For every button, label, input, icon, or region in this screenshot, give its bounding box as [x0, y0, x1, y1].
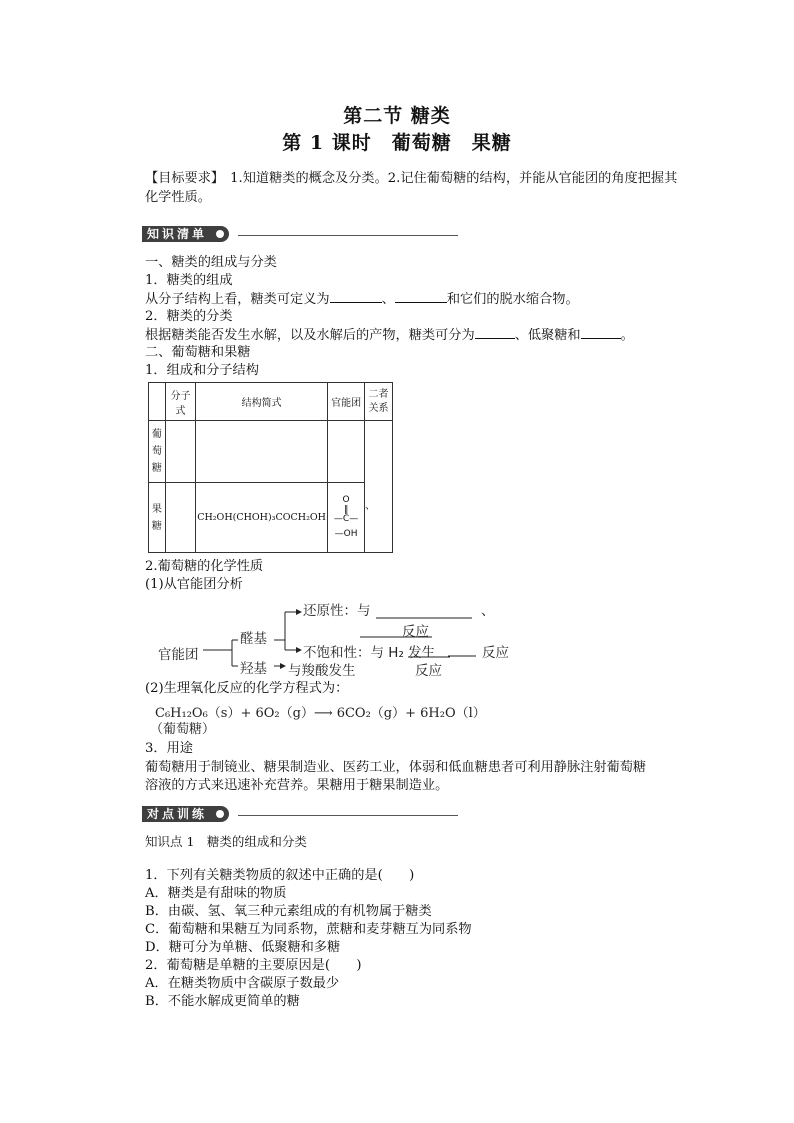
banner-dot-icon: [216, 810, 224, 818]
text: 根据糖类能否发生水解，以及水解后的产物，糖类可分为: [145, 328, 475, 343]
question-2: 2．葡萄糖是单糖的主要原因是( ): [145, 958, 362, 973]
section-title: 第二节 糖类: [343, 105, 451, 127]
cell-group: [328, 483, 365, 553]
blank-field[interactable]: [581, 326, 621, 339]
diagram-reaction: 反应: [402, 624, 429, 640]
equation: C₆H₁₂O₆（s）+ 6O₂（g）⟶ 6CO₂（g）+ 6H₂O（l）: [155, 706, 486, 721]
q1-option-a[interactable]: A．糖类是有甜味的物质: [145, 886, 287, 901]
uses-sub: 3．用途: [145, 741, 193, 756]
diagram-unsat-reaction: 反应: [415, 663, 442, 679]
q2-option-b[interactable]: B．不能水解成更简单的糖: [145, 994, 300, 1009]
goals-line1: 1.知道糖类的概念及分类。2.记住葡萄糖的结构，并能从官能团的角度把握其: [230, 171, 678, 186]
knowledge-list-banner: [142, 226, 229, 242]
q1-option-c[interactable]: C．葡萄糖和果糖互为同系物，蔗糖和麦芽糖互为同系物: [145, 922, 472, 937]
practice-topic: 知识点 1 糖类的组成和分类: [145, 834, 307, 849]
group-oh: —OH: [334, 529, 358, 539]
q2-option-a[interactable]: A．在糖类物质中含碳原子数最少: [145, 976, 340, 991]
goals-block: [145, 169, 678, 207]
banner-label: 对点训练: [147, 807, 208, 821]
banner-label: 知识清单: [147, 227, 208, 241]
q1-option-d[interactable]: D．糖可分为单糖、低聚糖和多糖: [145, 940, 341, 955]
cell-structure[interactable]: [196, 421, 328, 483]
banner-dot-icon: [216, 230, 224, 238]
row-name-text: 葡萄糖: [151, 429, 162, 474]
diagram-aldehyde: 醛基: [240, 631, 267, 647]
cell-formula[interactable]: [165, 421, 195, 483]
blank-field[interactable]: [475, 326, 515, 339]
diagram-unsat: 不饱和性：与 H₂ 发生: [303, 645, 436, 661]
diagram-hydroxyl: 羟基: [240, 661, 267, 677]
text: 从分子结构上看，糖类可定义为: [145, 292, 330, 307]
text: 。: [620, 328, 634, 343]
row-name-text: 果糖: [151, 503, 162, 532]
text: 、低聚糖和: [514, 328, 581, 343]
uses-line1: 葡萄糖用于制镜业、糖果制造业、医药工业，体弱和低血糖患者可利用静脉注射葡萄糖: [145, 760, 647, 775]
cell-structure: CH₂OH(CHOH)₃COCH₂OH: [196, 483, 328, 553]
header-text: 二者关系: [368, 388, 389, 414]
cell-group[interactable]: [328, 421, 365, 483]
cell-relation[interactable]: [365, 421, 393, 553]
diagram-acid: 与羧酸发生: [288, 663, 356, 679]
goals-label: 【目标要求】: [145, 171, 225, 186]
sec1-line1: [145, 290, 579, 309]
table-corner: [149, 383, 166, 421]
practice-banner: [142, 806, 229, 822]
chem-p2: (2)生理氧化反应的化学方程式为：: [145, 681, 349, 696]
diagram-reduce-tail: 、: [481, 603, 495, 619]
sec1-line2: [145, 326, 634, 345]
banner-rule: [238, 235, 458, 236]
diagram-root: 官能团: [158, 647, 199, 663]
q1-option-b[interactable]: B．由碳、氢、氧三种元素组成的有机物属于糖类: [145, 904, 432, 919]
sec2-sub1: 1．组成和分子结构: [145, 363, 259, 378]
table-header: 结构简式: [196, 383, 328, 421]
uses-line2: 溶液的方式来迅速补充营养。果糖用于糖果制造业。: [145, 778, 449, 793]
equation-note: （葡萄糖）: [150, 722, 216, 737]
diagram-unsat-tail: 反应: [482, 645, 509, 661]
question-1: 1．下列有关糖类物质的叙述中正确的是( ): [145, 868, 415, 883]
goals-line2: 化学性质。: [145, 190, 211, 205]
sec1-heading: 一、糖类的组成与分类: [145, 255, 277, 270]
table-header: 分子式: [165, 383, 195, 421]
blank-field[interactable]: [395, 290, 447, 303]
text: 、: [381, 292, 395, 307]
structure-table: [148, 382, 393, 553]
chem-sub: 2.葡萄糖的化学性质: [145, 559, 264, 574]
group-bond: ‖: [343, 505, 349, 515]
diagram-reduce: 还原性：与: [303, 603, 371, 619]
table-header: 官能团: [328, 383, 365, 421]
table-row: [149, 421, 393, 483]
lesson-title: 第 1 课时 葡萄糖 果糖: [282, 132, 512, 154]
blank-field[interactable]: [330, 290, 382, 303]
table-header: [365, 383, 393, 421]
row-name: [149, 483, 166, 553]
group-c: —C—: [333, 514, 359, 524]
sec1-sub1: 1．糖类的组成: [145, 273, 233, 288]
row-name: [149, 421, 166, 483]
text: 和它们的脱水缩合物。: [446, 292, 579, 307]
banner-rule: [238, 815, 458, 816]
chem-p1: (1)从官能团分析: [145, 577, 243, 592]
cell-formula[interactable]: [165, 483, 195, 553]
relation-mark: 、: [365, 501, 376, 512]
sec2-heading: 二、葡萄糖和果糖: [145, 345, 251, 360]
table-row: [149, 483, 393, 553]
group-o: O: [342, 495, 350, 505]
sec1-sub2: 2．糖类的分类: [145, 309, 233, 324]
